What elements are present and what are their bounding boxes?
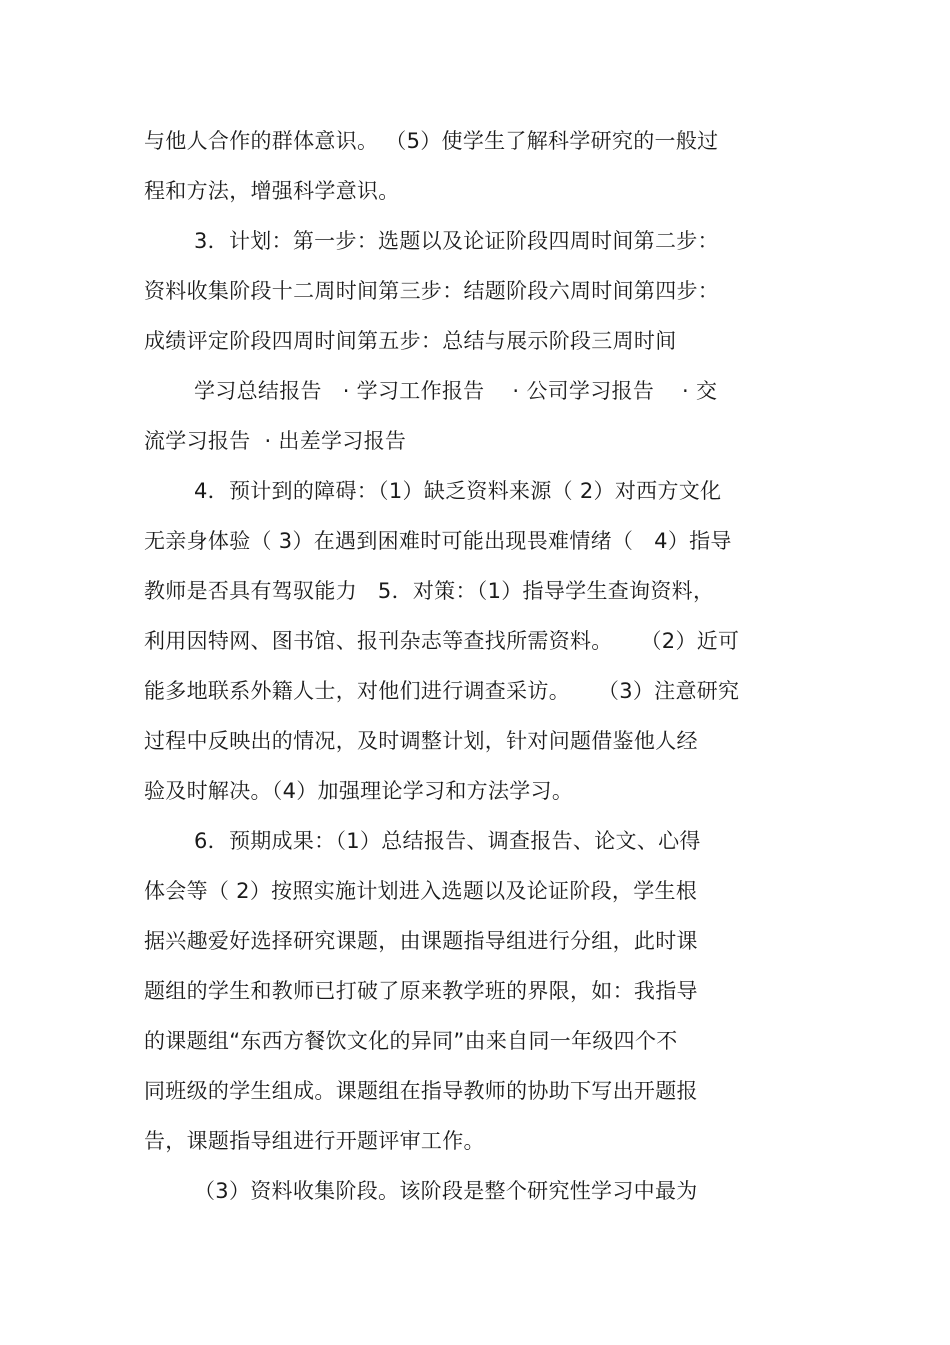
text-line: 利用因特网、图书馆、报刊杂志等查找所需资料。 （2）近可: [144, 629, 740, 653]
text-line: 同班级的学生组成。课题组在指导教师的协助下写出开题报: [144, 1079, 698, 1103]
text-line: 验及时解决。（4）加强理论学习和方法学习。: [144, 779, 574, 803]
text-line: 体会等（ 2）按照实施计划进入选题以及论证阶段，学生根: [144, 879, 698, 903]
text-line: 4．预计到的障碍：（1）缺乏资料来源（ 2）对西方文化: [194, 479, 722, 503]
text-line: 教师是否具有驾驭能力 5．对策：（1）指导学生查询资料，: [144, 579, 715, 603]
text-line: 无亲身体验（ 3）在遇到困难时可能出现畏难情绪（ 4）指导: [144, 529, 732, 553]
text-line: 题组的学生和教师已打破了原来教学班的界限，如：我指导: [144, 979, 698, 1003]
text-line: 与他人合作的群体意识。 （5）使学生了解科学研究的一般过: [144, 129, 719, 153]
text-line: 告，课题指导组进行开题评审工作。: [144, 1129, 485, 1153]
text-line: 据兴趣爱好选择研究课题，由课题指导组进行分组，此时课: [144, 929, 698, 953]
text-line: 6．预期成果：（1）总结报告、调查报告、论文、心得: [194, 829, 701, 853]
text-line: 学习总结报告 · 学习工作报告 · 公司学习报告 · 交: [194, 379, 718, 403]
text-line: 程和方法，增强科学意识。: [144, 179, 400, 203]
text-line: 过程中反映出的情况，及时调整计划，针对问题借鉴他人经: [144, 729, 698, 753]
text-line: 能多地联系外籍人士，对他们进行调查采访。 （3）注意研究: [144, 679, 740, 703]
text-line: 的课题组“东西方餐饮文化的异同”由来自同一年级四个不: [144, 1029, 678, 1053]
text-line: 资料收集阶段十二周时间第三步：结题阶段六周时间第四步：: [144, 279, 720, 303]
text-line: 3．计划：第一步：选题以及论证阶段四周时间第二步：: [194, 229, 719, 253]
text-line: （3）资料收集阶段。该阶段是整个研究性学习中最为: [194, 1179, 698, 1203]
text-line: 流学习报告 · 出差学习报告: [144, 429, 407, 453]
text-line: 成绩评定阶段四周时间第五步：总结与展示阶段三周时间: [144, 329, 677, 353]
